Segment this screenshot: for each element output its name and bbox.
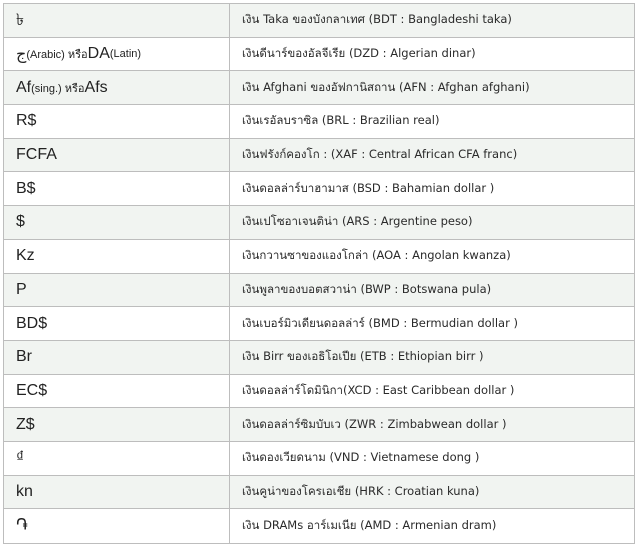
currency-table: [3, 3, 635, 544]
currency-description: เงินดอลล่าร์โดมินิกา(XCD : East Caribbean dollar ): [242, 382, 515, 397]
symbol-note: (Latin): [109, 48, 142, 61]
currency-symbol: BD$: [4, 307, 230, 340]
symbol-note: (sing.) หรือ: [31, 82, 85, 95]
currency-symbol: Br: [4, 341, 230, 374]
currency-description: เงินคูน่าของโครเอเชีย (HRK : Croatian kuna): [242, 483, 480, 498]
table-row: [4, 274, 634, 308]
table-row: [4, 408, 634, 442]
table-row: [4, 38, 634, 72]
table-row: [4, 442, 634, 476]
currency-description: เงินดอลล่าร์บาฮามาส (BSD : Bahamian dollar ): [242, 180, 495, 195]
currency-symbol: [4, 38, 230, 71]
table-row: [4, 4, 634, 38]
symbol-latin: DA: [87, 45, 110, 63]
table-row: [4, 476, 634, 510]
symbol-arabic: ج: [16, 46, 27, 64]
currency-description: เงินฟรังก์คองโก : (XAF : Central African CFA franc): [242, 147, 518, 162]
currency-symbol: EC$: [4, 375, 230, 408]
table-row: [4, 206, 634, 240]
currency-description: เงินกวานซาของแองโกล่า (AOA : Angolan kwanza): [242, 248, 511, 263]
currency-symbol: ৳: [4, 4, 230, 37]
currency-symbol: [4, 71, 230, 104]
currency-description: เงินเบอร์มิวเดียนดอลล่าร์ (BMD : Bermudian dollar ): [242, 315, 518, 330]
symbol-singular: Af: [16, 78, 32, 96]
table-row: [4, 240, 634, 274]
currency-symbol: ₫: [4, 442, 230, 475]
currency-symbol: B$: [4, 172, 230, 205]
currency-description: เงิน Afghani ของอัฟกานิสถาน (AFN : Afghan afghani): [242, 79, 530, 94]
table-row: [4, 509, 634, 543]
currency-symbol: Z$: [4, 408, 230, 441]
currency-description: เงินเรอัลบราซิล (BRL : Brazilian real): [242, 113, 440, 128]
table-row: [4, 341, 634, 375]
currency-symbol: R$: [4, 105, 230, 138]
table-row: [4, 71, 634, 105]
currency-description: เงิน Taka ของบังกลาเทศ (BDT : Bangladeshi taka): [242, 12, 512, 27]
currency-symbol: $: [4, 206, 230, 239]
currency-description: เงินดองเวียดนาม (VND : Vietnamese dong ): [242, 450, 480, 465]
currency-description: เงินเปโซอาเจนติน่า (ARS : Argentine peso): [242, 214, 473, 229]
table-row: [4, 139, 634, 173]
table-row: [4, 307, 634, 341]
table-row: [4, 172, 634, 206]
currency-symbol: FCFA: [4, 139, 230, 172]
currency-symbol: kn: [4, 476, 230, 509]
currency-symbol: Kz: [4, 240, 230, 273]
currency-description: เงิน Birr ของเอธิโอเปีย (ETB : Ethiopian birr ): [242, 349, 484, 364]
currency-symbol: ֏: [4, 509, 230, 543]
currency-description: เงินดีนาร์ของอัลจีเรีย (DZD : Algerian dinar): [242, 46, 476, 61]
currency-symbol: P: [4, 274, 230, 307]
currency-description: เงินพูลาของบอตสวาน่า (BWP : Botswana pula): [242, 281, 492, 296]
symbol-plural: Afs: [84, 78, 108, 96]
table-row: [4, 375, 634, 409]
symbol-note: (Arabic) หรือ: [26, 49, 88, 62]
currency-description: เงิน DRAMs อาร์เมเนีย (AMD : Armenian dram): [242, 518, 497, 533]
currency-description: เงินดอลล่าร์ซิมบับเว (ZWR : Zimbabwean dollar ): [242, 416, 507, 431]
table-row: [4, 105, 634, 139]
